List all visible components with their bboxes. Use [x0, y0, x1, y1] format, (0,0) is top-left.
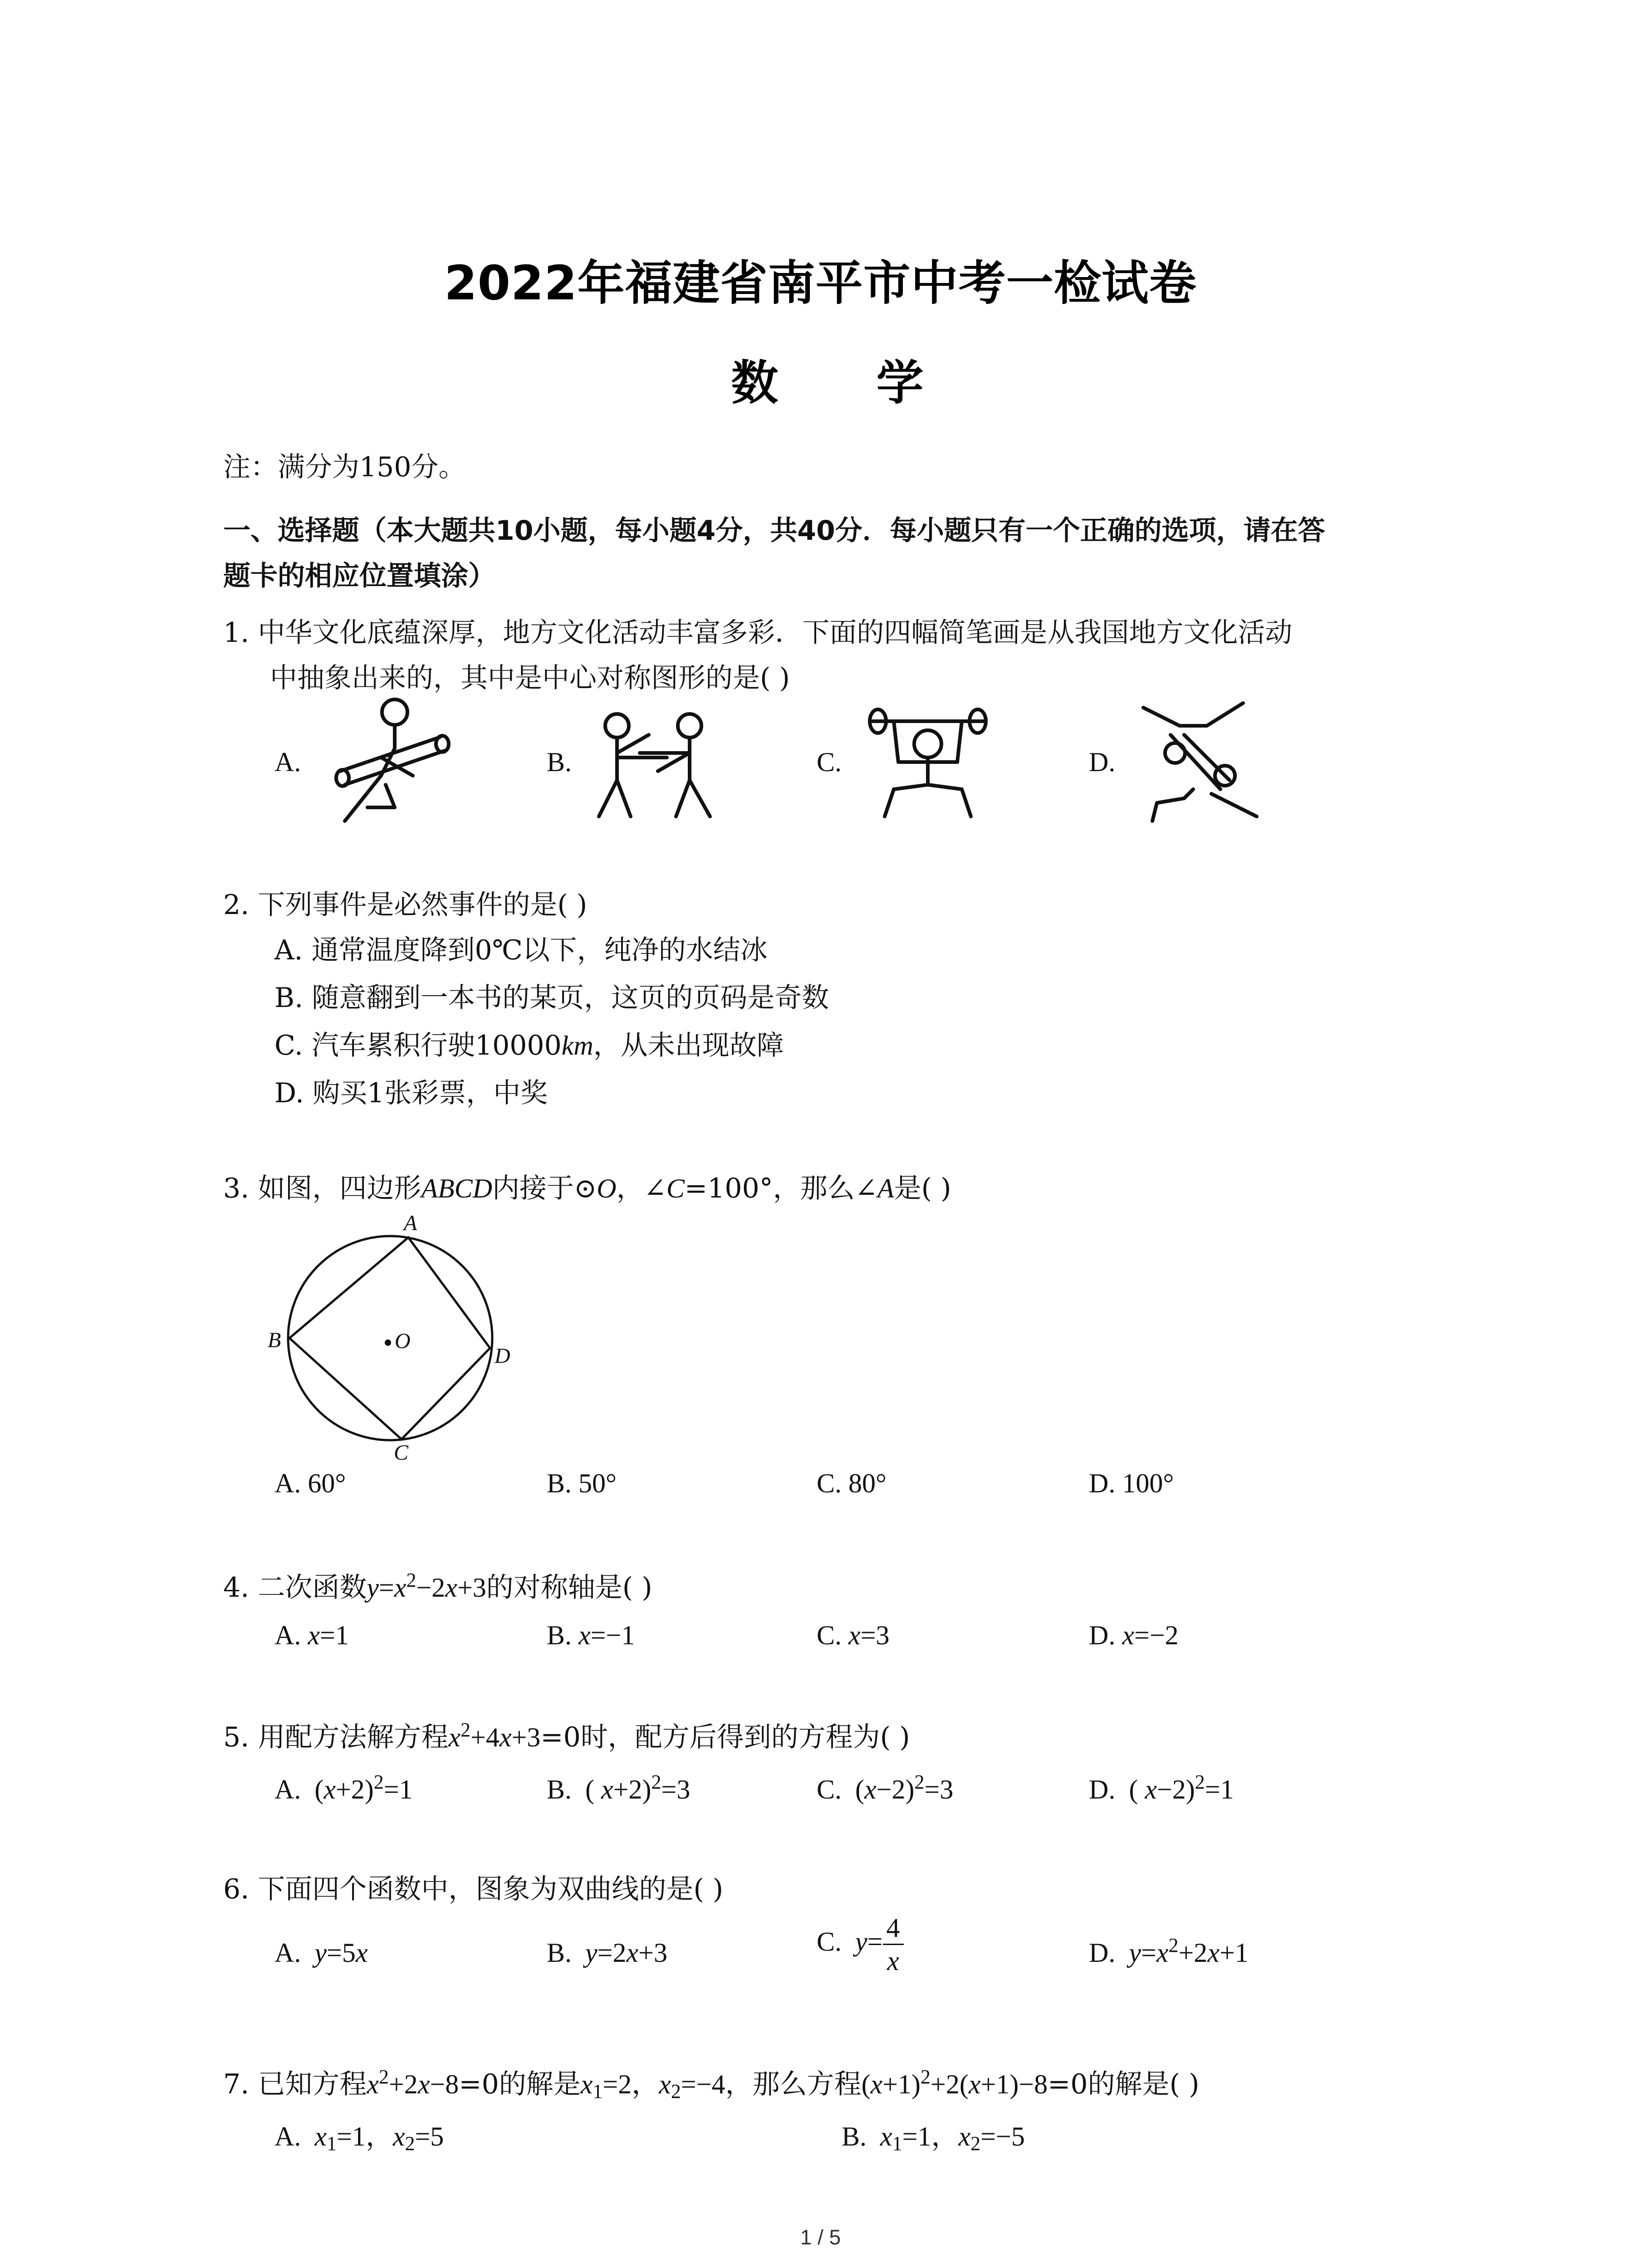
- label-a: A: [404, 1211, 417, 1235]
- subject-title: 数 学: [731, 355, 965, 411]
- q2-option-b: B. 随意翻到一本书的某页，这页的页码是奇数: [274, 982, 829, 1014]
- section-heading-line1: 一、选择题（本大题共10小题，每小题4分，共40分．每小题只有一个正确的选项，请在答: [223, 515, 1325, 547]
- q6-option-b: B. y=2x+3: [547, 1938, 667, 1968]
- q1-option-a-label: A.: [274, 747, 301, 777]
- section-heading-line2: 题卡的相应位置填涂）: [223, 560, 495, 592]
- q5-option-a: A. $(x+2)^2=1$: [274, 1771, 413, 1804]
- q3-option-b: B. 50°: [547, 1468, 617, 1498]
- q6-option-d: D. $y=x^2+2x+1$: [1089, 1934, 1249, 1968]
- exam-title: 2022年福建省南平市中考一检试卷: [444, 255, 1197, 311]
- q7-stem: 7. 已知方程$x^2+2x-8=0$的解是$x_1=2$，$x_2=-4$，那么方程$(x+1)^2+2(x+1)-8=0$的解是( ): [223, 2066, 1200, 2102]
- figure-b-icon: [594, 708, 717, 821]
- label-o: O: [395, 1329, 411, 1353]
- q3-circle-diagram: [259, 1207, 513, 1461]
- q1-option-d-label: D.: [1089, 747, 1116, 777]
- q4-stem: 4. 二次函数$y=x^2-2x+3$的对称轴是( ): [223, 1569, 652, 1603]
- q4-option-d: D. x=−2: [1089, 1620, 1179, 1650]
- q4-option-a: A. x=1: [274, 1620, 349, 1650]
- q3-option-a: A. 60°: [274, 1468, 346, 1498]
- label-c: C: [394, 1441, 409, 1461]
- q2-option-c: C. 汽车累积行驶10000km，从未出现故障: [274, 1030, 784, 1061]
- page-number: 1 / 5: [800, 2225, 841, 2249]
- center-point: [385, 1339, 391, 1346]
- q3-stem: 3. 如图，四边形ABCD内接于⊙O，∠C=100°，那么∠A是( ): [223, 1173, 951, 1204]
- q5-stem: 5. 用配方法解方程$x^2+4x+3=0$时，配方后得到的方程为( ): [223, 1719, 910, 1753]
- q4-option-c: C. x=3: [817, 1620, 890, 1650]
- label-b: B: [268, 1328, 281, 1352]
- figure-c-icon: [862, 708, 994, 821]
- q1-option-c-label: C.: [817, 747, 842, 777]
- q2-option-a: A. 通常温度降到0℃以下，纯净的水结冰: [274, 934, 768, 966]
- q5-option-d: D. ( x−2)$^2$=1: [1089, 1771, 1234, 1804]
- label-d: D: [495, 1344, 510, 1368]
- q3-option-d: D. 100°: [1089, 1468, 1174, 1498]
- q5-option-c: C. $(x-2)^2=3$: [817, 1771, 954, 1804]
- q5-option-b: B. ( x+2)$^2$=3: [547, 1771, 691, 1804]
- figure-d-icon: [1139, 699, 1261, 826]
- q4-option-b: B. x=−1: [547, 1620, 635, 1650]
- quadrilateral-abcd: [289, 1237, 490, 1439]
- q7-option-b: B. $x_1=1$，$x_2=-5$: [842, 2121, 1025, 2155]
- q7-option-a: A. $x_1=1$，$x_2=5$: [274, 2121, 444, 2155]
- q1-option-b-label: B.: [547, 747, 572, 777]
- score-note: 注：满分为150分。: [223, 451, 466, 483]
- q3-option-c: C. 80°: [817, 1468, 887, 1498]
- q6-option-c: C. y= $\frac{4}{x}$: [817, 1912, 904, 1977]
- q2-stem: 2. 下列事件是必然事件的是( ): [223, 889, 588, 921]
- circle-o: [288, 1236, 492, 1440]
- q6-option-a: A. y=5x: [274, 1938, 368, 1968]
- figure-a-icon: [327, 694, 463, 826]
- q1-stem-line2: 中抽象出来的，其中是中心对称图形的是( ): [270, 662, 790, 694]
- q1-stem-line1: 1. 中华文化底蕴深厚，地方文化活动丰富多彩．下面的四幅简笔画是从我国地方文化活动: [223, 617, 1293, 649]
- q6-stem: 6. 下面四个函数中，图象为双曲线的是( ): [223, 1873, 724, 1905]
- q2-option-d: D. 购买1张彩票，中奖: [274, 1077, 548, 1109]
